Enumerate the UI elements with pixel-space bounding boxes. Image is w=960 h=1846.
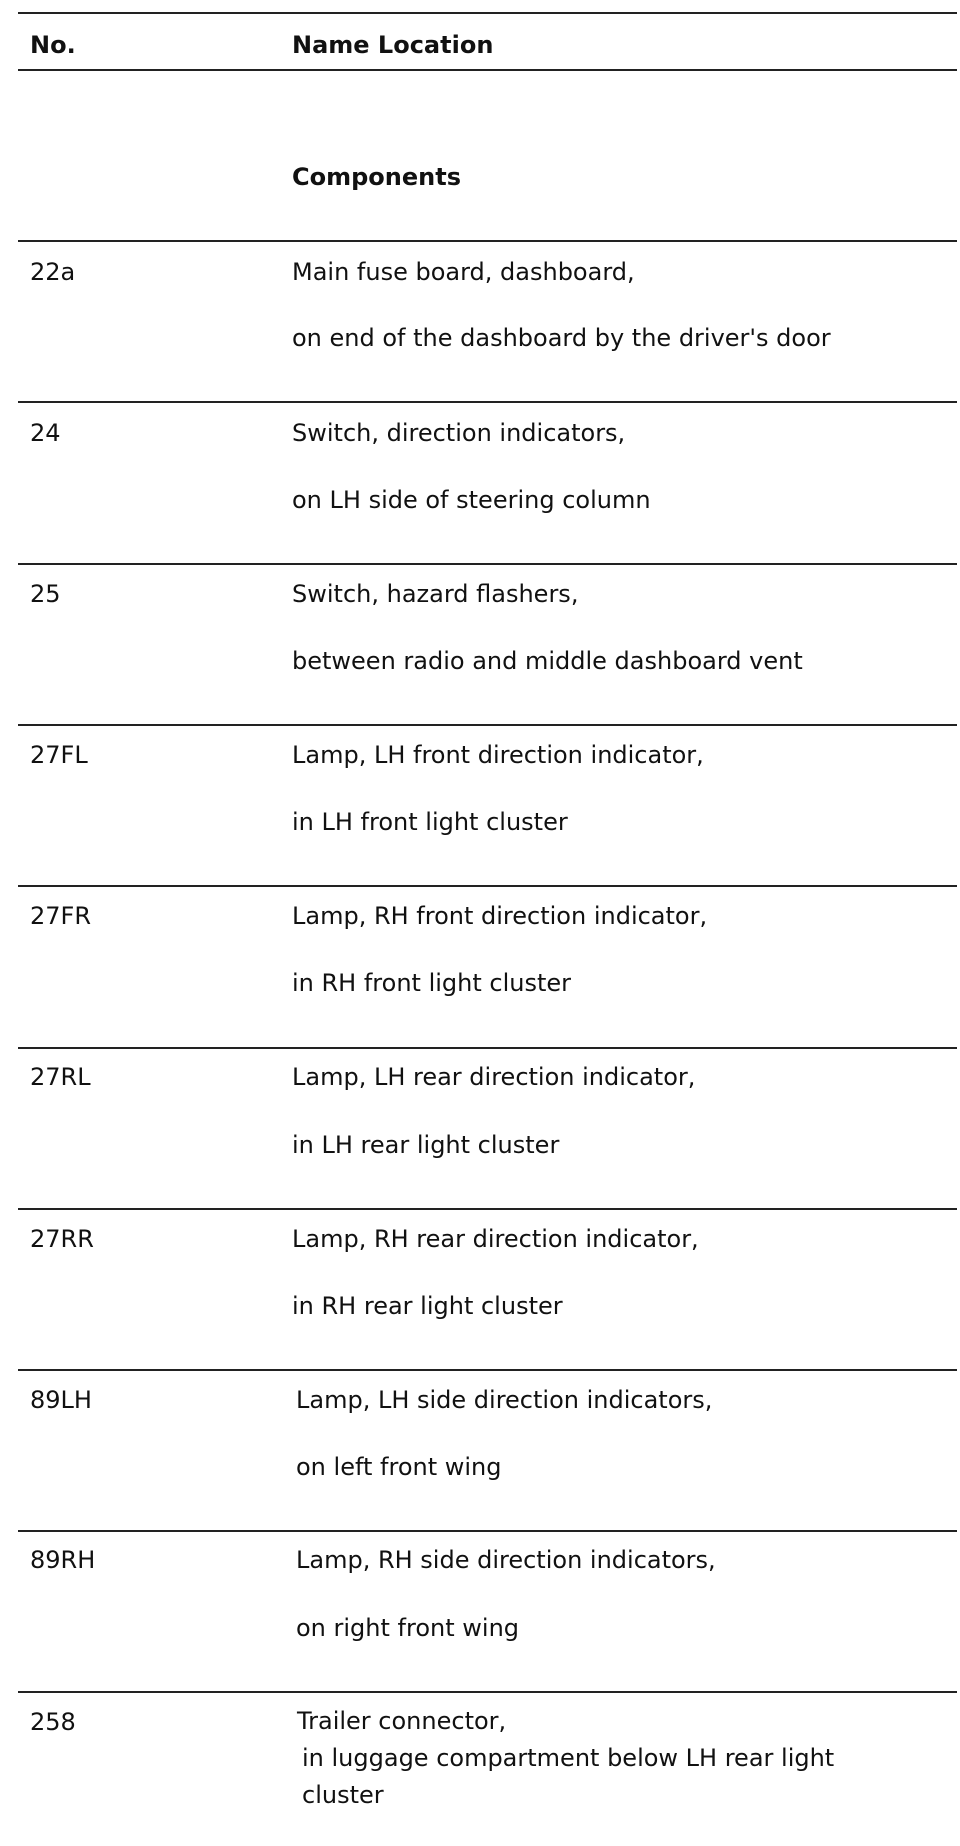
row-rule	[18, 1208, 957, 1210]
row-number: 27RL	[30, 1063, 91, 1091]
row-location: in LH rear light cluster	[292, 1131, 560, 1159]
row-name: Lamp, LH front direction indicator,	[292, 741, 704, 769]
row-name: Lamp, RH front direction indicator,	[292, 902, 708, 930]
row-name: Lamp, LH rear direction indicator,	[292, 1063, 696, 1091]
row-name: Main fuse board, dashboard,	[292, 258, 635, 286]
row-location: between radio and middle dashboard vent	[292, 647, 803, 675]
row-location: in LH front light cluster	[292, 808, 568, 836]
row-location: on right front wing	[296, 1614, 520, 1642]
row-name: Switch, direction indicators,	[292, 419, 626, 447]
row-rule	[18, 240, 957, 242]
row-number: 27FL	[30, 741, 88, 769]
row-number: 24	[30, 419, 61, 447]
row-rule	[18, 724, 957, 726]
row-name: Switch, hazard flashers,	[292, 580, 579, 608]
row-number: 22a	[30, 258, 76, 286]
row-rule	[18, 885, 957, 887]
row-rule	[18, 401, 957, 403]
row-location: on LH side of steering column	[292, 486, 651, 514]
row-location: in RH front light cluster	[292, 969, 572, 997]
row-name: Lamp, LH side direction indicators,	[296, 1386, 713, 1414]
row-location-continued: cluster	[302, 1781, 384, 1809]
row-rule	[18, 1369, 957, 1371]
row-location: on end of the dashboard by the driver's door	[292, 324, 831, 352]
row-number: 27FR	[30, 902, 92, 930]
row-name: Lamp, RH rear direction indicator,	[292, 1225, 699, 1253]
row-name: Lamp, RH side direction indicators,	[296, 1546, 716, 1574]
section-title: Components	[292, 163, 461, 191]
row-number: 258	[30, 1708, 76, 1736]
header-bottom-rule	[18, 69, 957, 71]
column-header-name-location: Name Location	[292, 31, 494, 59]
row-rule	[18, 1047, 957, 1049]
header-top-rule	[18, 12, 957, 14]
row-number: 25	[30, 580, 61, 608]
row-rule	[18, 563, 957, 565]
column-header-no: No.	[30, 31, 76, 59]
row-name: Trailer connector,	[297, 1707, 507, 1735]
row-number: 89RH	[30, 1546, 96, 1574]
row-rule	[18, 1691, 957, 1693]
row-location: on left front wing	[296, 1453, 502, 1481]
row-rule	[18, 1530, 957, 1532]
row-location: in RH rear light cluster	[292, 1292, 563, 1320]
row-number: 27RR	[30, 1225, 94, 1253]
row-location: in luggage compartment below LH rear light	[302, 1744, 835, 1772]
row-number: 89LH	[30, 1386, 92, 1414]
